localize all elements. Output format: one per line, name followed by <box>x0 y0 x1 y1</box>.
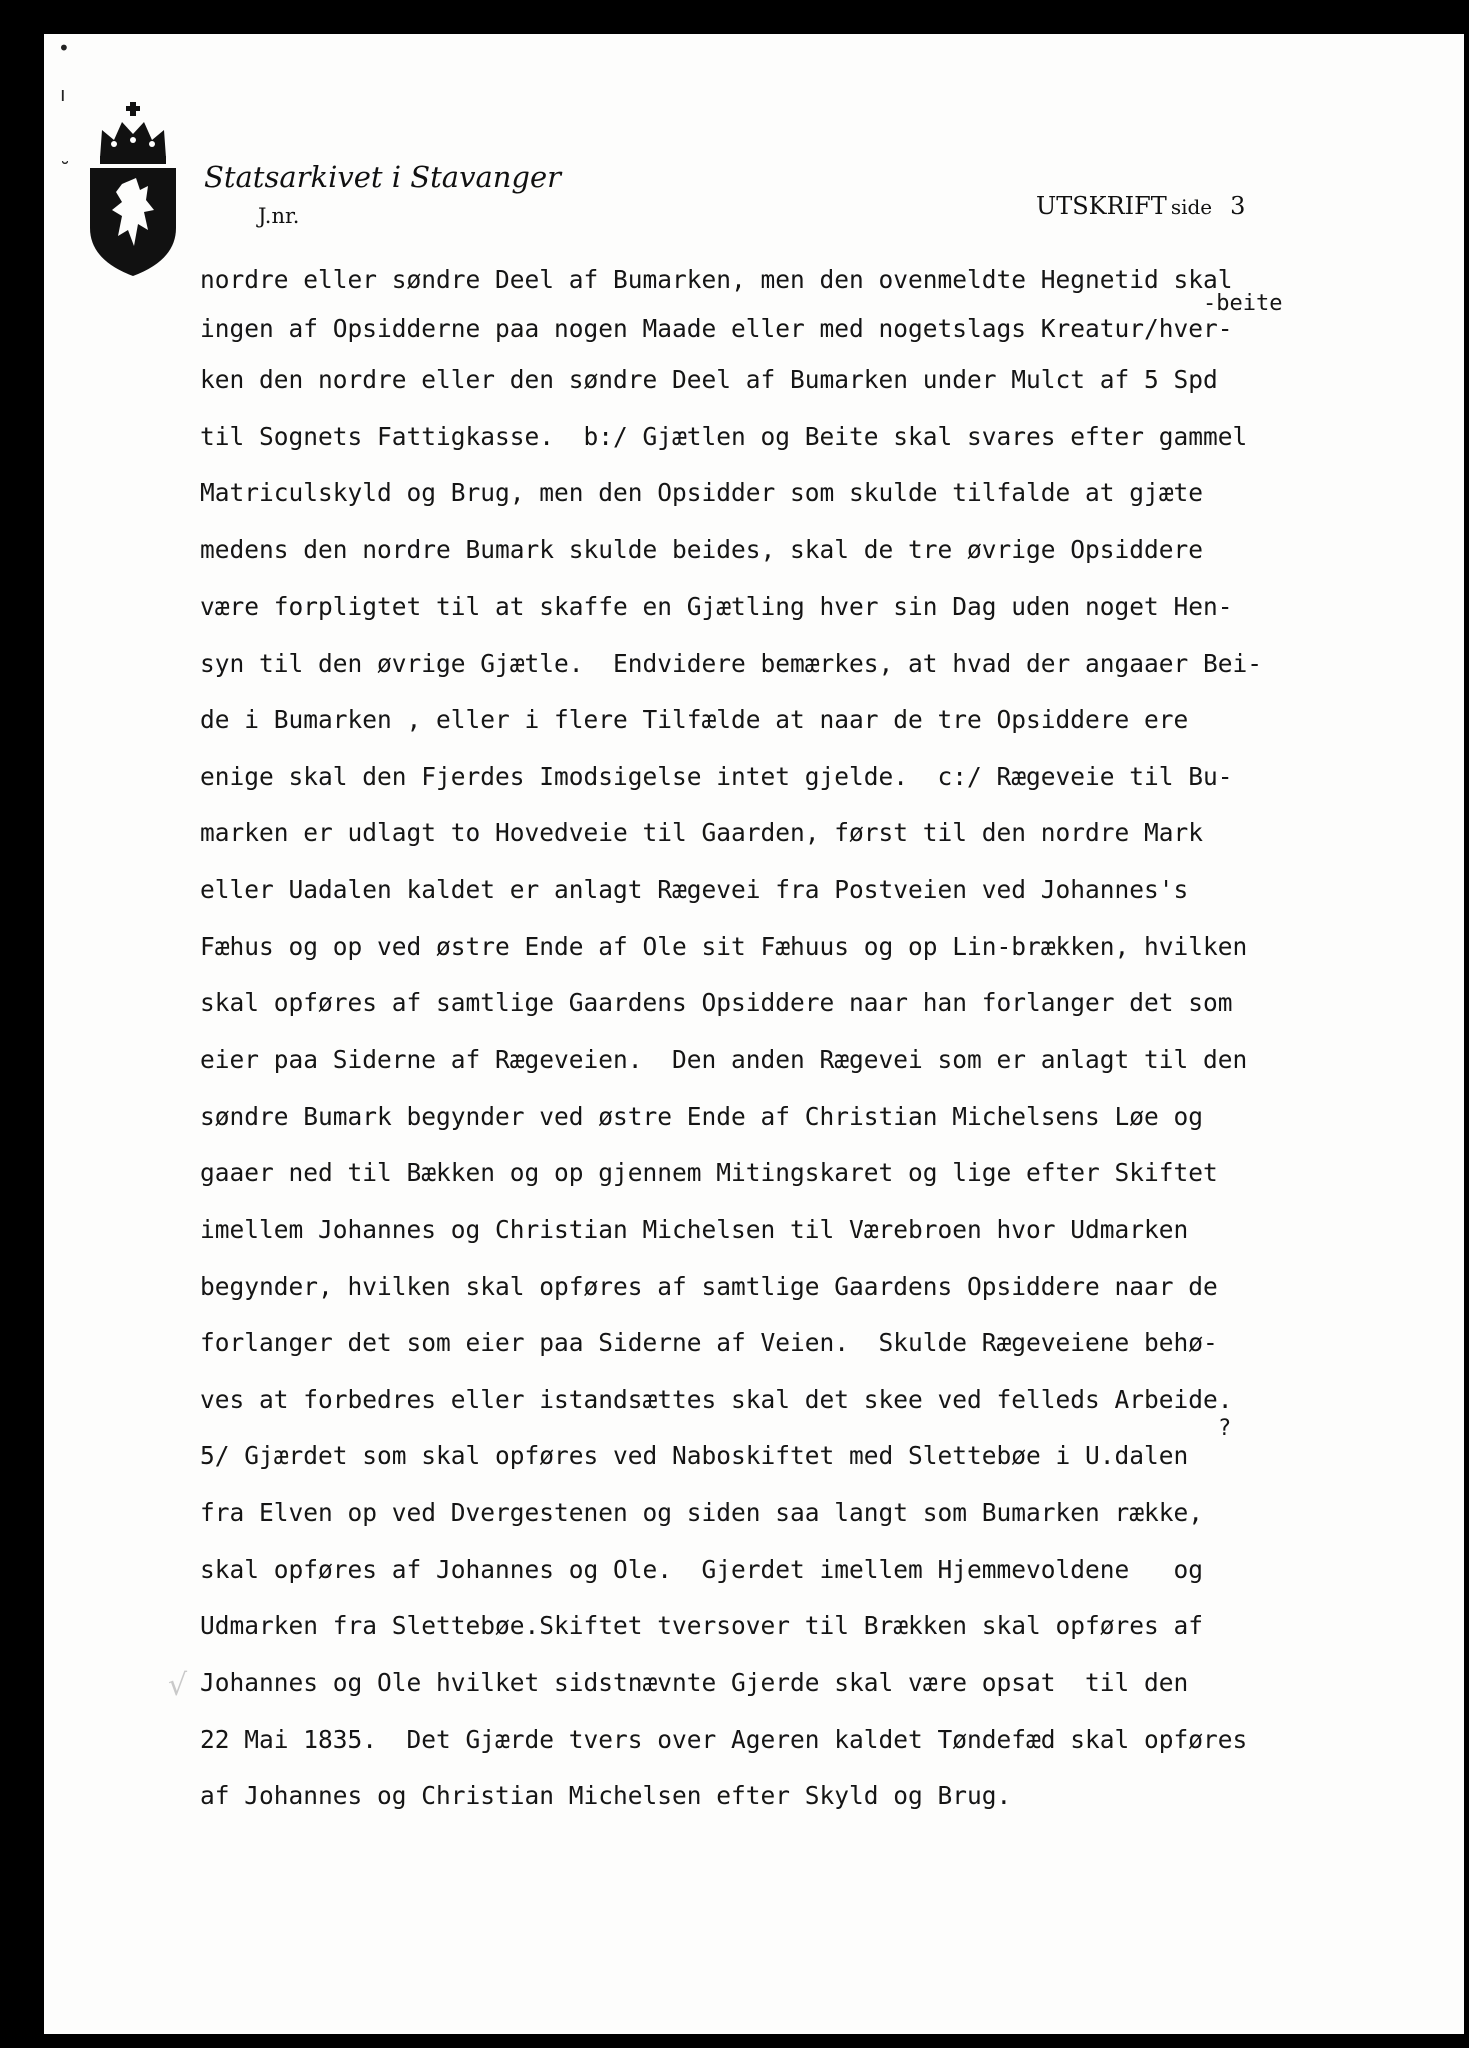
text-line: 22 Mai 1835. Det Gjærde tvers over Ageren kaldet Tøndefæd skal opføres <box>200 1725 1248 1754</box>
text-line: Udmarken fra Slettebøe.Skiftet tversover til Brækken skal opføres af <box>200 1611 1204 1640</box>
text-line: til Sognets Fattigkasse. b:/ Gjætlen og Beite skal svares efter gammel <box>200 422 1248 451</box>
text-line: søndre Bumark begynder ved østre Ende af Christian Michelsens Løe og <box>200 1102 1204 1131</box>
text-line: være forpligtet til at skaffe en Gjætling hver sin Dag uden noget Hen- <box>200 592 1233 621</box>
page-header-right <box>1036 192 1245 220</box>
text-line: skal opføres af Johannes og Ole. Gjerdet imellem Hjemmevoldene og <box>200 1555 1204 1584</box>
text-line: eier paa Siderne af Rægeveien. Den anden Rægevei som er anlagt til den <box>200 1045 1248 1074</box>
text-line: fra Elven op ved Dvergestenen og siden saa langt som Bumarken række, <box>200 1498 1204 1527</box>
text-line: marken er udlagt to Hovedveie til Gaarden, først til den nordre Mark <box>200 818 1204 847</box>
archive-name: Statsarkivet i Stavanger <box>204 160 562 194</box>
text-line: ves at forbedres eller istandsættes skal det skee ved felleds Arbeide. <box>200 1385 1233 1414</box>
text-line: forlanger det som eier paa Siderne af Veien. Skulde Rægeveiene behø- <box>200 1328 1218 1357</box>
margin-mark: • <box>58 36 70 60</box>
pencil-check-mark: √ <box>168 1668 188 1703</box>
text-line: de i Bumarken , eller i flere Tilfælde at naar de tre Opsiddere ere <box>200 705 1189 734</box>
text-line: af Johannes og Christian Michelsen efter Skyld og Brug. <box>200 1781 1012 1810</box>
text-line: syn til den øvrige Gjætle. Endvidere bemærkes, at hvad der angaaer Bei- <box>200 649 1263 678</box>
text-line: 5/ Gjærdet som skal opføres ved Naboskiftet med Slettebøe i U.dalen <box>200 1441 1189 1470</box>
text-line: Johannes og Ole hvilket sidstnævnte Gjerde skal være opsat til den <box>200 1668 1189 1697</box>
text-line: enige skal den Fjerdes Imodsigelse intet gjelde. c:/ Rægeveie til Bu- <box>200 762 1233 791</box>
text-line: ingen af Opsidderne paa nogen Maade eller med nogetslags Kreatur/hver- <box>200 314 1233 343</box>
margin-mark: ı <box>60 82 66 106</box>
text-line: ken den nordre eller den søndre Deel af Bumarken under Mulct af 5 Spd <box>200 365 1218 394</box>
side-label: side <box>1170 195 1213 219</box>
text-line: gaaer ned til Bækken og op gjennem Mitingskaret og lige efter Skiftet <box>200 1158 1218 1187</box>
utskrift-label: UTSKRIFT <box>1036 192 1167 220</box>
page-number: 3 <box>1230 192 1246 220</box>
text-line: imellem Johannes og Christian Michelsen til Værebroen hvor Udmarken <box>200 1215 1189 1244</box>
interlinear-annotation: -beite <box>1203 291 1283 316</box>
text-line: medens den nordre Bumark skulde beides, skal de tre øvrige Opsiddere <box>200 535 1204 564</box>
text-line: begynder, hvilken skal opføres af samtlige Gaardens Opsiddere naar de <box>200 1272 1218 1301</box>
interlinear-annotation: ? <box>1218 1416 1232 1441</box>
text-line: nordre eller søndre Deel af Bumarken, men den ovenmeldte Hegnetid skal <box>200 265 1233 294</box>
coat-of-arms-logo <box>88 100 178 278</box>
text-line: eller Uadalen kaldet er anlagt Rægevei fra Postveien ved Johannes's <box>200 875 1189 904</box>
margin-mark: ˘ <box>60 158 70 182</box>
text-line: skal opføres af samtlige Gaardens Opsiddere naar han forlanger det som <box>200 988 1233 1017</box>
text-line: Fæhus og op ved østre Ende af Ole sit Fæhuus og op Lin-brækken, hvilken <box>200 932 1248 961</box>
journal-number-label: J.nr. <box>258 204 300 228</box>
text-line: Matriculskyld og Brug, men den Opsidder som skulde tilfalde at gjæte <box>200 478 1204 507</box>
